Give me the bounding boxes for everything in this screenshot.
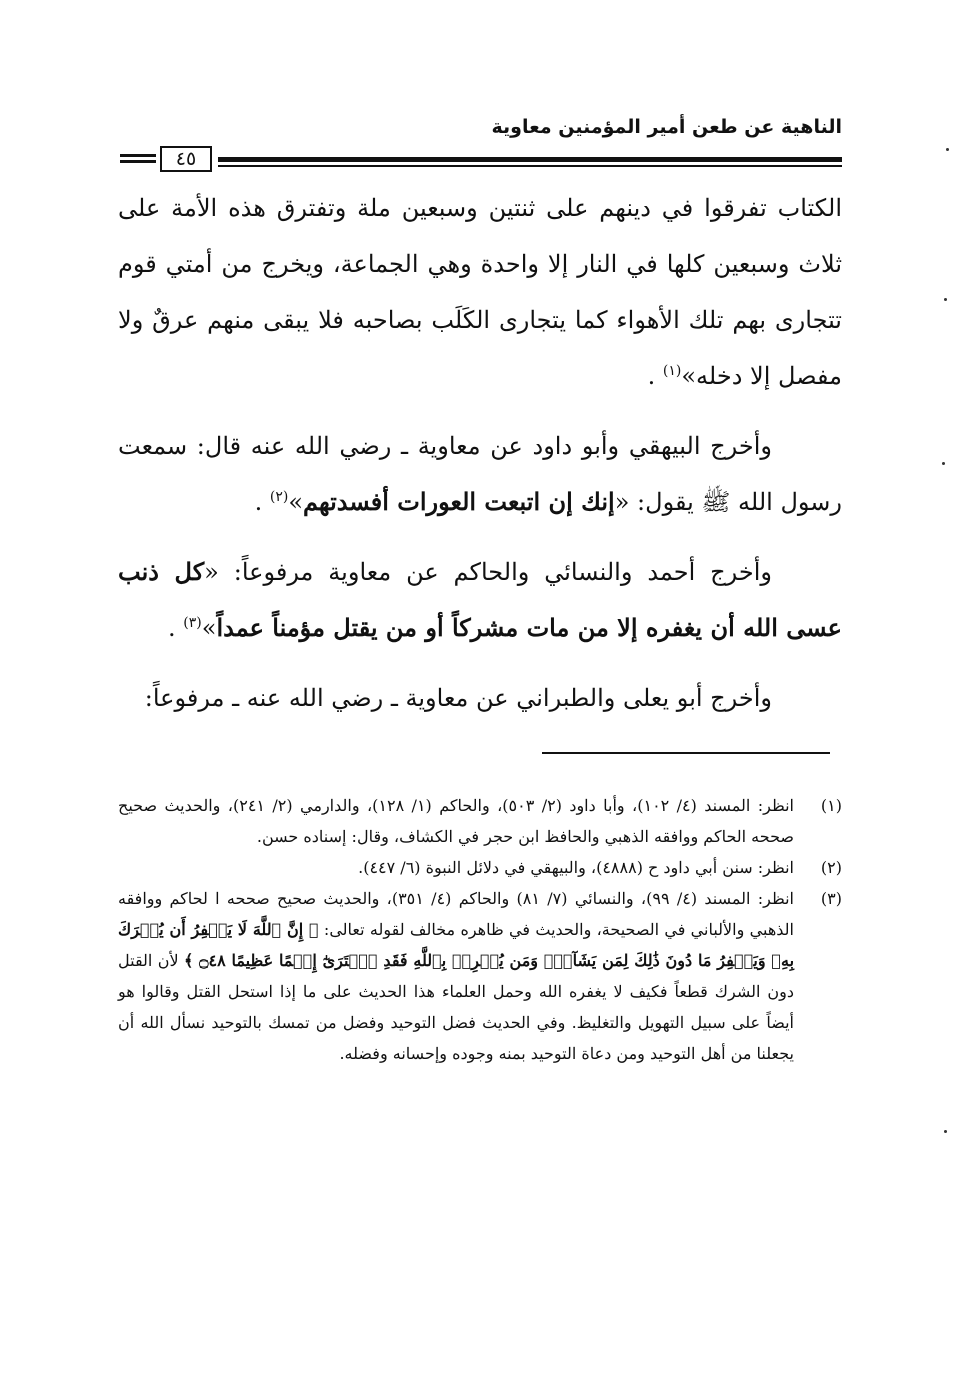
hadith-quote-3: كل ذنب عسى الله أن يغفره إلا من مات مشركاً أو من يقتل مؤمناً عمداً (118, 557, 842, 642)
paragraph-2-end: . (254, 488, 270, 516)
footnote-text: انظر: سنن أبي داود ح (٤٨٨٨)، والبيهقي في دلائل النبوة (٦/ ٤٤٧). (358, 858, 794, 877)
page-number: ٤٥ (160, 146, 212, 172)
quote-close-3: » (201, 614, 217, 642)
scan-speck (944, 1130, 947, 1133)
header-rule-thin (218, 165, 842, 167)
footnote-text: انظر: المسند (٤/ ١٠٢)، وأبا داود (٢/ ٥٠٣)، والحاكم (١/ ١٢٨)، والدارمي (٢/ ٢٤١)، والحديث صحيح صححه الحاكم ووافقه الذهبي والحافظ ابن حجر في الكشاف، وقال: إسناده حسن. (118, 796, 794, 846)
paragraph-3-end: . (168, 614, 184, 642)
footnote-3 (118, 883, 842, 1069)
footnote-ref-2: (٢) (269, 489, 289, 505)
paragraph-3 (118, 544, 842, 656)
footnotes (118, 790, 842, 1069)
quote-close-2: » (288, 488, 304, 516)
footnote-separator (542, 752, 830, 754)
header-ornament (120, 154, 156, 169)
paragraph-1-end: . (647, 362, 663, 390)
paragraph-2 (118, 418, 842, 530)
footnote-text-b: لأن القتل دون الشرك قطعاً فكيف لا يغفره الله وحمل العلماء هذا الحديث على ما إذا استحل القتل وقالوا هو أيضاً على سبيل التهويل والتغليظ. وفي الحديث فضل التوحيد وفضل من تمسك بالتوحيد نسأل الله أن يجعلنا من أهل التوحيد ومن دعاة التوحيد بمنه وجوده وإحسانه وفضله. (118, 951, 794, 1063)
main-text (118, 180, 842, 740)
paragraph-1 (118, 180, 842, 404)
footnote-1 (118, 790, 842, 852)
quran-verse: ﴿ إِنَّ ٱللَّهَ لَا يَغۡفِرُ أَن يُشۡرَكَ بِهِۦ وَيَغۡفِرُ مَا دُونَ ذَٰلِكَ لِمَن يَشَآءُۚ وَمَن يُشۡرِكۡ بِٱللَّهِ فَقَدِ ٱفۡتَرَىٰٓ إِثۡمًا عَظِيمًا ۝٤٨ ﴾ (118, 920, 795, 970)
footnote-ref-3: (٣) (183, 615, 202, 631)
footnote-2 (118, 852, 842, 883)
footnote-number: (٢) (820, 858, 842, 877)
paragraph-2-text: وأخرج البيهقي وأبو داود عن معاوية ـ رضي الله عنه قال: سمعت رسول الله ﷺ يقول: « (118, 432, 842, 516)
paragraph-1-text: الكتاب تفرقوا في دينهم على ثنتين وسبعين ملة وتفترق هذه الأمة على ثلاث وسبعين كلها في النار إلا واحدة وهي الجماعة، ويخرج من أمتي قوم تتجارى بهم تلك الأهواء كما يتجارى الكَلَب بصاحبه فلا يبقى منهم عرقٌ ولا مفصل إلا دخله» (118, 194, 842, 390)
footnote-ref-1: (١) (662, 363, 682, 379)
scan-speck (942, 462, 945, 465)
header-rule (218, 157, 842, 162)
paragraph-3-text: وأخرج أحمد والنسائي والحاكم عن معاوية مرفوعاً: « (204, 558, 773, 586)
paragraph-4: وأخرج أبو يعلى والطبراني عن معاوية ـ رضي الله عنه ـ مرفوعاً: (144, 684, 772, 712)
page-header (112, 112, 842, 172)
scan-speck (946, 148, 949, 151)
running-title: الناهية عن طعن أمير المؤمنين معاوية (491, 116, 842, 138)
scan-speck (944, 298, 947, 301)
hadith-quote-2: إنك إن اتبعت العورات أفسدتهم (303, 487, 615, 516)
footnote-number: (٣) (820, 889, 842, 908)
footnote-number: (١) (820, 796, 842, 815)
footnote-text (118, 883, 794, 1069)
footnote-text-a: انظر: المسند (٤/ ٩٩)، والنسائي (٧/ ٨١) والحاكم (٤/ ٣٥١)، والحديث صحيح صححه ا لحاكم ووافقه الذهبي والألباني في الصحيحة، والحديث في ظاهره مخالف لقوله تعالى: (118, 889, 794, 939)
